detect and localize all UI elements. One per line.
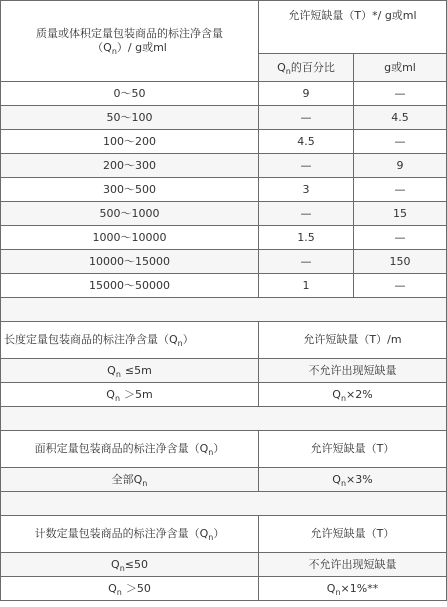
grams-column-header: g或ml bbox=[354, 54, 447, 82]
section-spacer bbox=[1, 298, 447, 322]
table-row: 15000～50000 1 — bbox=[1, 274, 447, 298]
table-row: 500～1000 — 15 bbox=[1, 202, 447, 226]
section-spacer bbox=[1, 407, 447, 431]
section-spacer bbox=[1, 492, 447, 516]
table-row: 300～500 3 — bbox=[1, 178, 447, 202]
area-shortage-header: 允许短缺量（T） bbox=[259, 431, 447, 468]
table-row: 200～300 — 9 bbox=[1, 154, 447, 178]
percent-column-header: $Q_n$的百分比 bbox=[259, 54, 354, 82]
table-row: $Q_n\le 50$ 不允许出现短缺量 bbox=[1, 553, 447, 577]
area-header-row bbox=[1, 431, 447, 468]
table-row: 0～50 9 — bbox=[1, 82, 447, 106]
table-row: 50～100 — 4.5 bbox=[1, 106, 447, 130]
table-row: $Q_n >50$ $Q_n\times 1\%**$ bbox=[1, 577, 447, 601]
mass-volume-header-row bbox=[1, 1, 447, 54]
table-row: 1000～10000 1.5 — bbox=[1, 226, 447, 250]
count-header-row bbox=[1, 516, 447, 553]
table-row: $Q_n \le 5m$ 不允许出现短缺量 bbox=[1, 359, 447, 383]
count-shortage-header: 允许短缺量（T） bbox=[259, 516, 447, 553]
count-quantity-header: 计数定量包装商品的标注净含量$(Q_n)$ bbox=[1, 516, 259, 553]
table-row: 10000～15000 — 150 bbox=[1, 250, 447, 274]
table-row: 全部$Q_n$ $Q_n\times 3\%$ bbox=[1, 468, 447, 492]
mass-volume-quantity-header: 质量或体积定量包装商品的标注净含量 $(Q_n)/$ g或ml bbox=[1, 1, 259, 82]
table-row: $Q_n >5m$ $Q_n\times 2\%$ bbox=[1, 383, 447, 407]
length-header-row bbox=[1, 322, 447, 359]
length-quantity-header: 长度定量包装商品的标注净含量$(Q_n)$ bbox=[1, 322, 259, 359]
table-row: 100～200 4.5 — bbox=[1, 130, 447, 154]
mass-volume-shortage-header: 允许短缺量（T）*/ g或ml bbox=[259, 1, 447, 54]
area-quantity-header: 面积定量包装商品的标注净含量$(Q_n)$ bbox=[1, 431, 259, 468]
length-shortage-header: 允许短缺量（T）/m bbox=[259, 322, 447, 359]
